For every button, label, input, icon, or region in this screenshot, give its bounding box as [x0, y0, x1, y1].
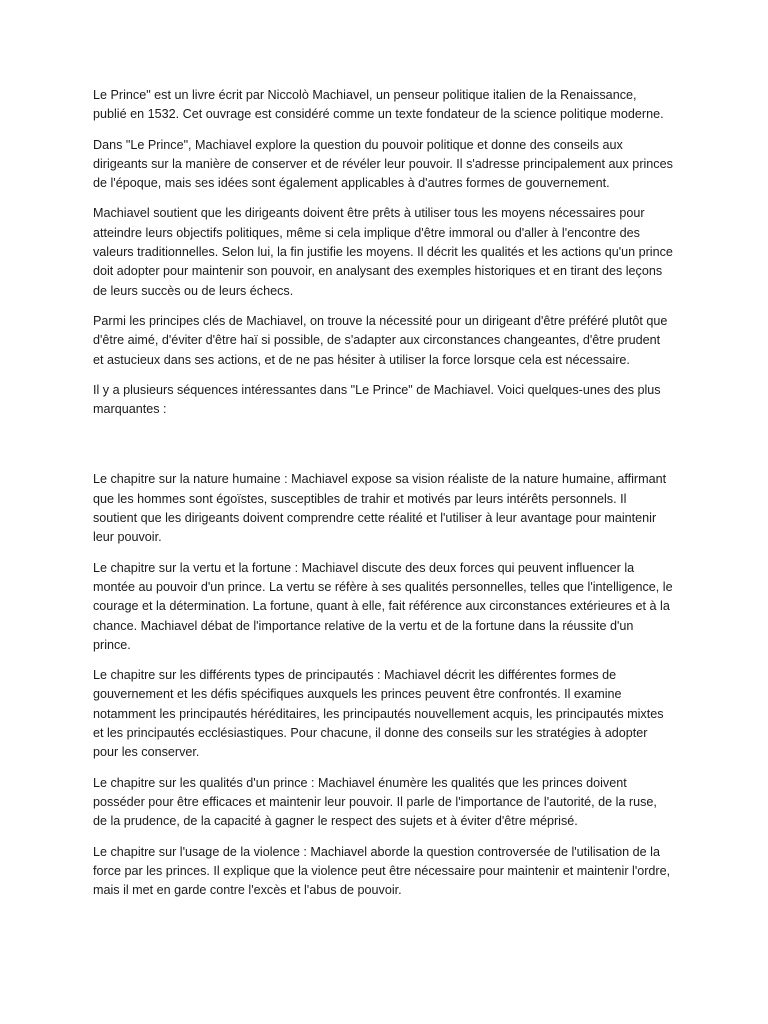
document-page	[93, 86, 673, 911]
section-gap	[93, 430, 673, 470]
paragraph-chapter-qualites-prince: Le chapitre sur les qualités d'un prince : Machiavel énumère les qualités que les princes doivent posséder pour être efficaces et maintenir leur pouvoir. Il parle de l'importance de l'autorité, de la ruse, de la prudence, de la capacité à gagner le respect des sujets et à éviter d'être méprisé.	[93, 775, 657, 829]
paragraph-chapter-vertu-fortune: Le chapitre sur la vertu et la fortune : Machiavel discute des deux forces qui peuvent influencer la montée au pouvoir d'un prince. La vertu se réfère à ses qualités personnelles, telles que l'intelligence, le courage et la détermination. La fortune, quant à elle, fait référence aux circonstances extérieures et à la chance. Machiavel débat de l'importance relative de la vertu et de la fortune dans la réussite d'un prince.	[93, 560, 673, 652]
paragraph-intro-4: Parmi les principes clés de Machiavel, on trouve la nécessité pour un dirigeant d'être préféré plutôt que d'être aimé, d'éviter d'être haï si possible, de s'adapter aux circonstances changeantes, d'être prudent et astucieux dans ses actions, et de ne pas hésiter à utiliser la force lorsque cela est nécessaire.	[93, 313, 668, 367]
paragraph-chapter-principautes: Le chapitre sur les différents types de principautés : Machiavel décrit les différentes formes de gouvernement et les défis spécifiques auxquels les princes peuvent être confrontés. Il examine notamment les principautés héréditaires, les principautés nouvellement acquis, les principautés mixtes et les principautés ecclésiastiques. Pour chacune, il donne des conseils sur les stratégies à adopter pour les conserver.	[93, 668, 664, 760]
paragraph-intro-3: Machiavel soutient que les dirigeants doivent être prêts à utiliser tous les moyens nécessaires pour atteindre leurs objectifs politiques, même si cela implique d'être immoral ou d'aller à l'encontre des valeurs traditionnelles. Selon lui, la fin justifie les moyens. Il décrit les qualités et les actions qu'un prince doit adopter pour maintenir son pouvoir, en analysant des exemples historiques et en tirant des leçons de leurs succès ou de leurs échecs.	[93, 206, 673, 298]
paragraph-intro-5: Il y a plusieurs séquences intéressantes dans "Le Prince" de Machiavel. Voici quelques-unes des plus marquantes :	[93, 382, 661, 417]
paragraph-chapter-violence: Le chapitre sur l'usage de la violence : Machiavel aborde la question controversée de l'utilisation de la force par les princes. Il explique que la violence peut être nécessaire pour maintenir et maintenir l'ordre, mais il met en garde contre l'excès et l'abus de pouvoir.	[93, 844, 671, 898]
paragraph-intro-2: Dans "Le Prince", Machiavel explore la question du pouvoir politique et donne des conseils aux dirigeants sur la manière de conserver et de révéler leur pouvoir. Il s'adresse principalement aux princes de l'époque, mais ses idées sont également applicables à d'autres formes de gouvernement.	[93, 137, 673, 191]
paragraph-chapter-nature-humaine: Le chapitre sur la nature humaine : Machiavel expose sa vision réaliste de la nature humaine, affirmant que les hommes sont égoïstes, susceptibles de trahir et motivés par leurs intérêts personnels. Il soutient que les dirigeants doivent comprendre cette réalité et l'utiliser à leur avantage pour maintenir leur pouvoir.	[93, 472, 667, 545]
paragraph-intro-1: Le Prince" est un livre écrit par Niccolò Machiavel, un penseur politique italien de la Renaissance, publié en 1532. Cet ouvrage est considéré comme un texte fondateur de la science politique moderne.	[93, 88, 664, 122]
